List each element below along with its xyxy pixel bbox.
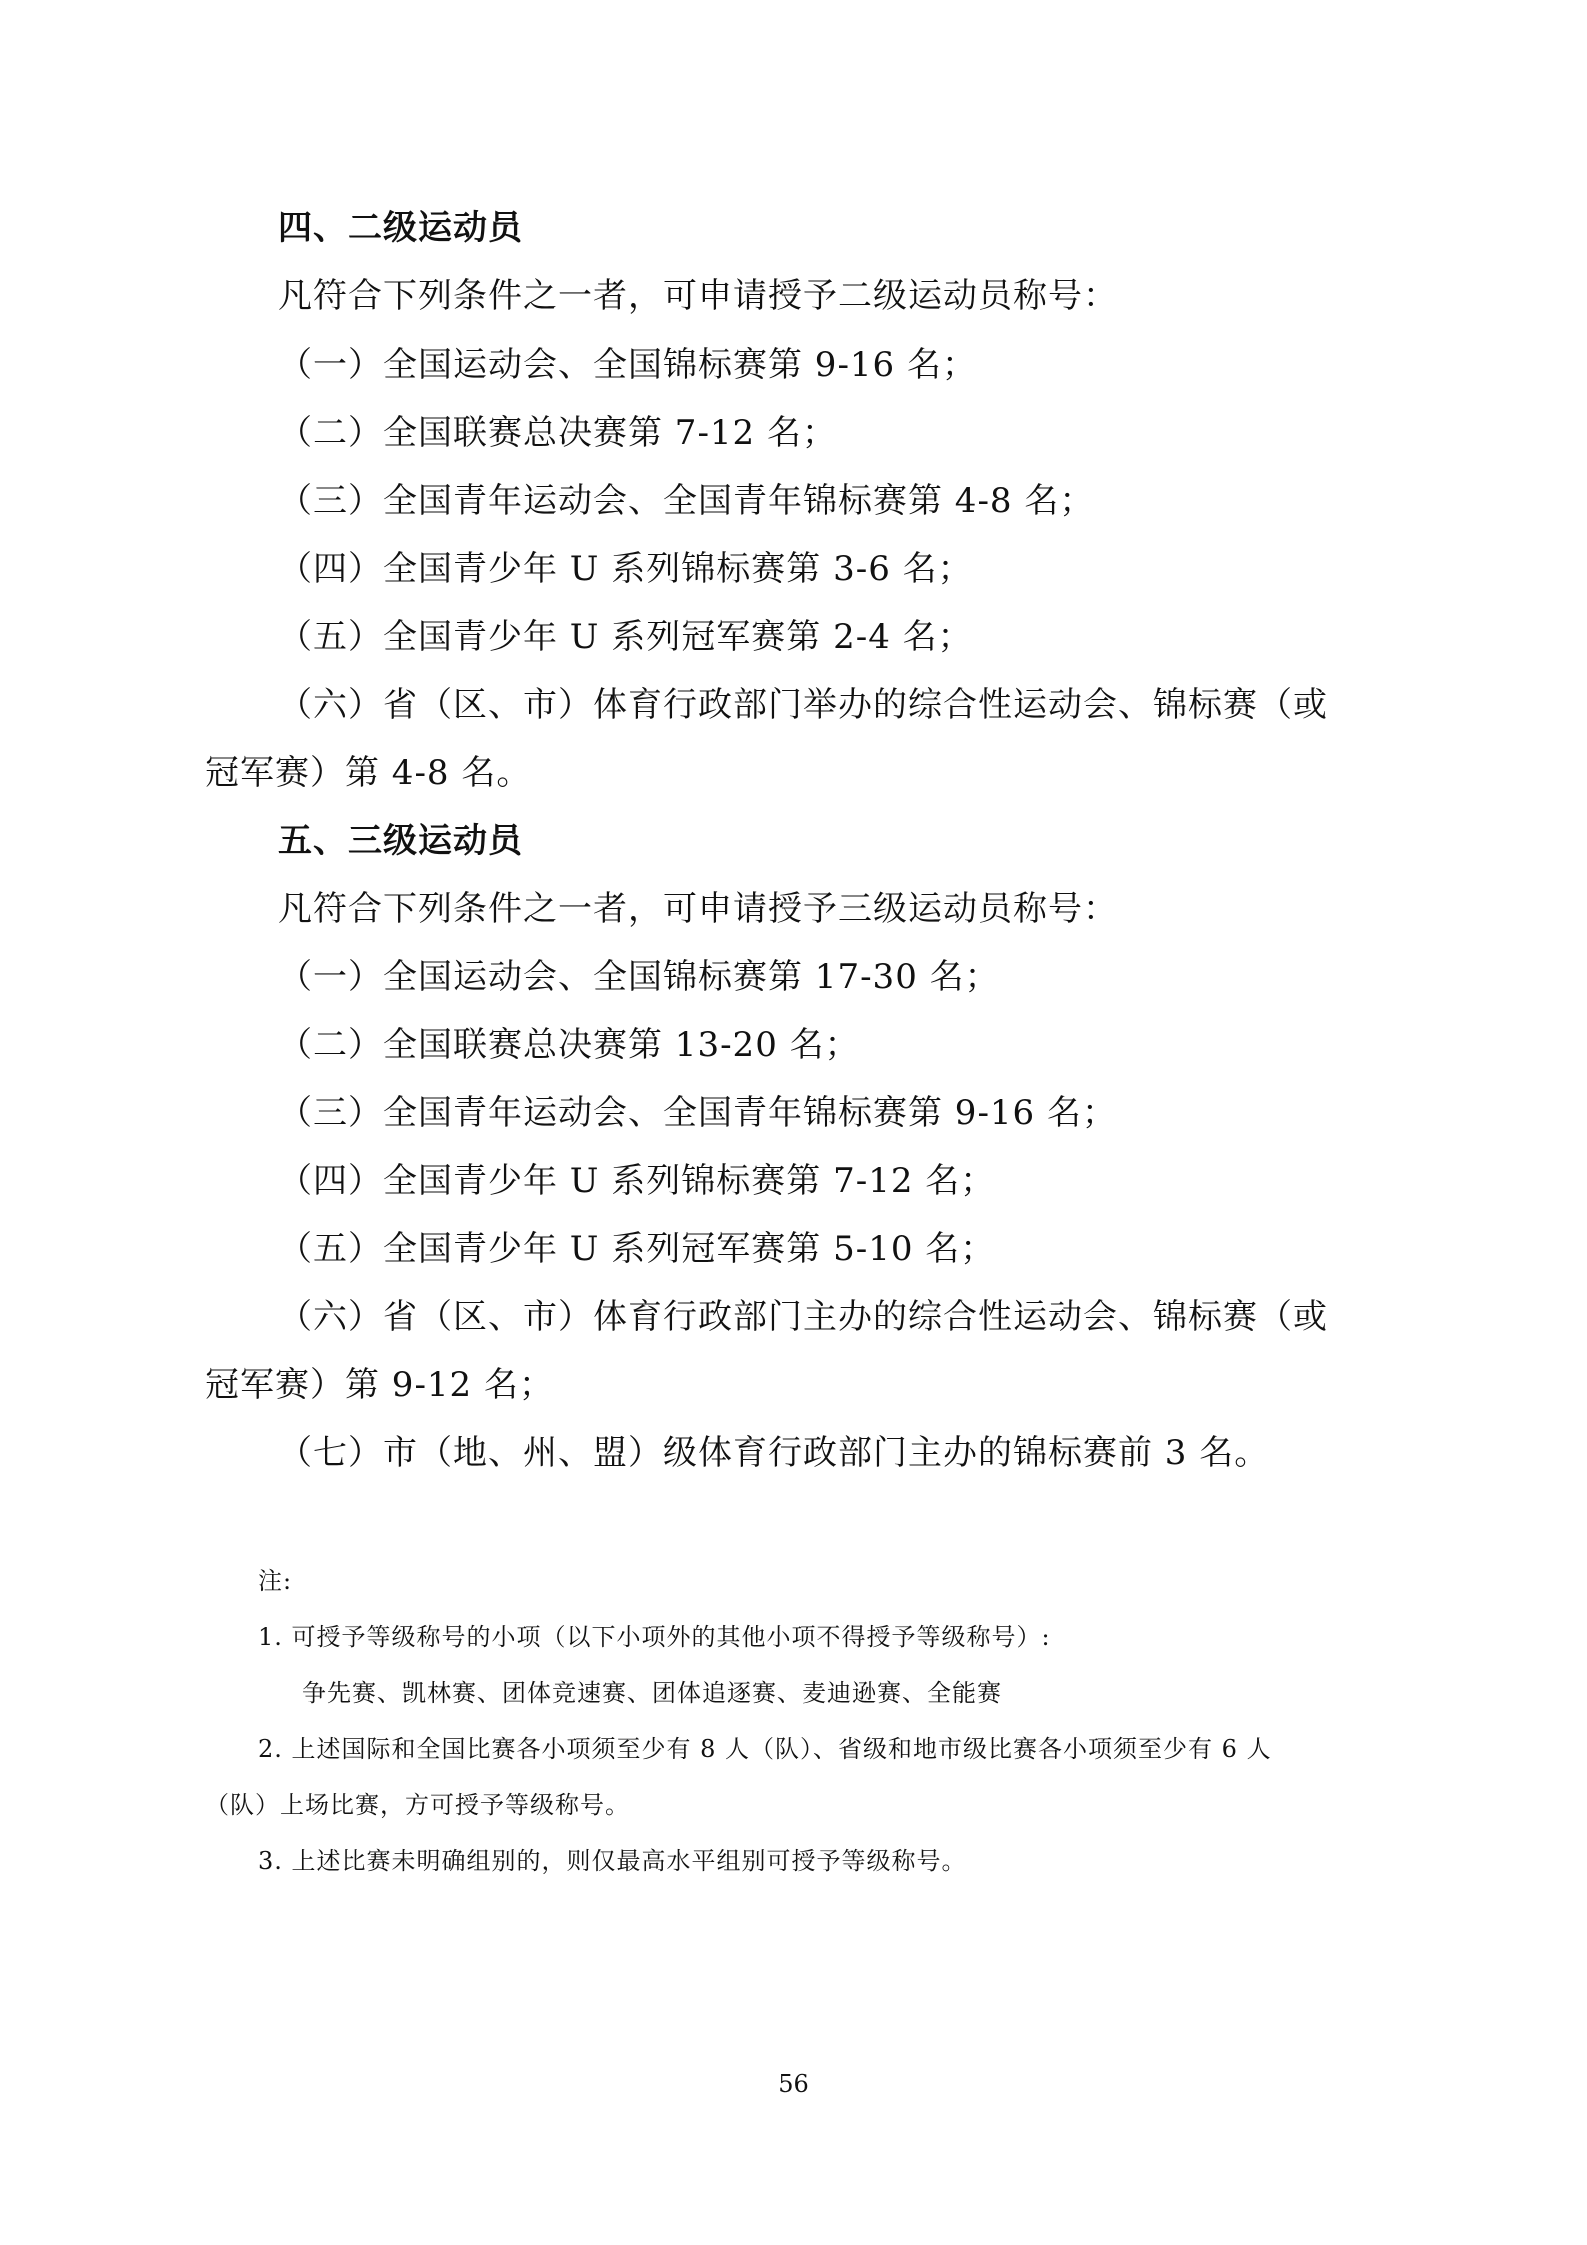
section4-intro: 凡符合下列条件之一者，可申请授予二级运动员称号： [278,276,1118,316]
section5-heading: 五、三级运动员 [278,821,523,861]
section4-item-2: （二）全国联赛总决赛第 7-12 名； [278,413,837,453]
note-3: 3. 上述比赛未明确组别的，则仅最高水平组别可授予等级称号。 [258,1847,967,1875]
note-1-list: 争先赛、凯林赛、团体竞速赛、团体追逐赛、麦迪逊赛、全能赛 [302,1679,1002,1707]
note-2-continued: （队）上场比赛，方可授予等级称号。 [205,1791,630,1819]
section4-item-1: （一）全国运动会、全国锦标赛第 9-16 名； [278,345,977,385]
section5-item-2: （二）全国联赛总决赛第 13-20 名； [278,1025,860,1065]
section5-intro: 凡符合下列条件之一者，可申请授予三级运动员称号： [278,889,1118,929]
section5-item-1: （一）全国运动会、全国锦标赛第 17-30 名； [278,957,1000,997]
section4-item-5: （五）全国青少年 U 系列冠军赛第 2-4 名； [278,617,973,657]
section4-item-6: （六）省（区、市）体育行政部门举办的综合性运动会、锦标赛（或 [278,685,1328,725]
section4-item-6-continued: 冠军赛）第 4-8 名。 [205,753,532,793]
section5-item-6-continued: 冠军赛）第 9-12 名； [205,1365,554,1405]
section5-item-5: （五）全国青少年 U 系列冠军赛第 5-10 名； [278,1229,996,1269]
notes-label: 注: [258,1567,293,1595]
section4-item-4: （四）全国青少年 U 系列锦标赛第 3-6 名； [278,549,973,589]
section4-heading: 四、二级运动员 [278,208,523,248]
section5-item-7: （七）市（地、州、盟）级体育行政部门主办的锦标赛前 3 名。 [278,1433,1270,1473]
note-1: 1. 可授予等级称号的小项（以下小项外的其他小项不得授予等级称号）: [258,1623,1051,1651]
page-number: 56 [778,2070,809,2098]
note-2: 2. 上述国际和全国比赛各小项须至少有 8 人（队）、省级和地市级比赛各小项须至少有 6 人 [258,1735,1272,1763]
section4-item-3: （三）全国青年运动会、全国青年锦标赛第 4-8 名； [278,481,1095,521]
section5-item-3: （三）全国青年运动会、全国青年锦标赛第 9-16 名； [278,1093,1117,1133]
section5-item-6: （六）省（区、市）体育行政部门主办的综合性运动会、锦标赛（或 [278,1297,1328,1337]
section5-item-4: （四）全国青少年 U 系列锦标赛第 7-12 名； [278,1161,996,1201]
